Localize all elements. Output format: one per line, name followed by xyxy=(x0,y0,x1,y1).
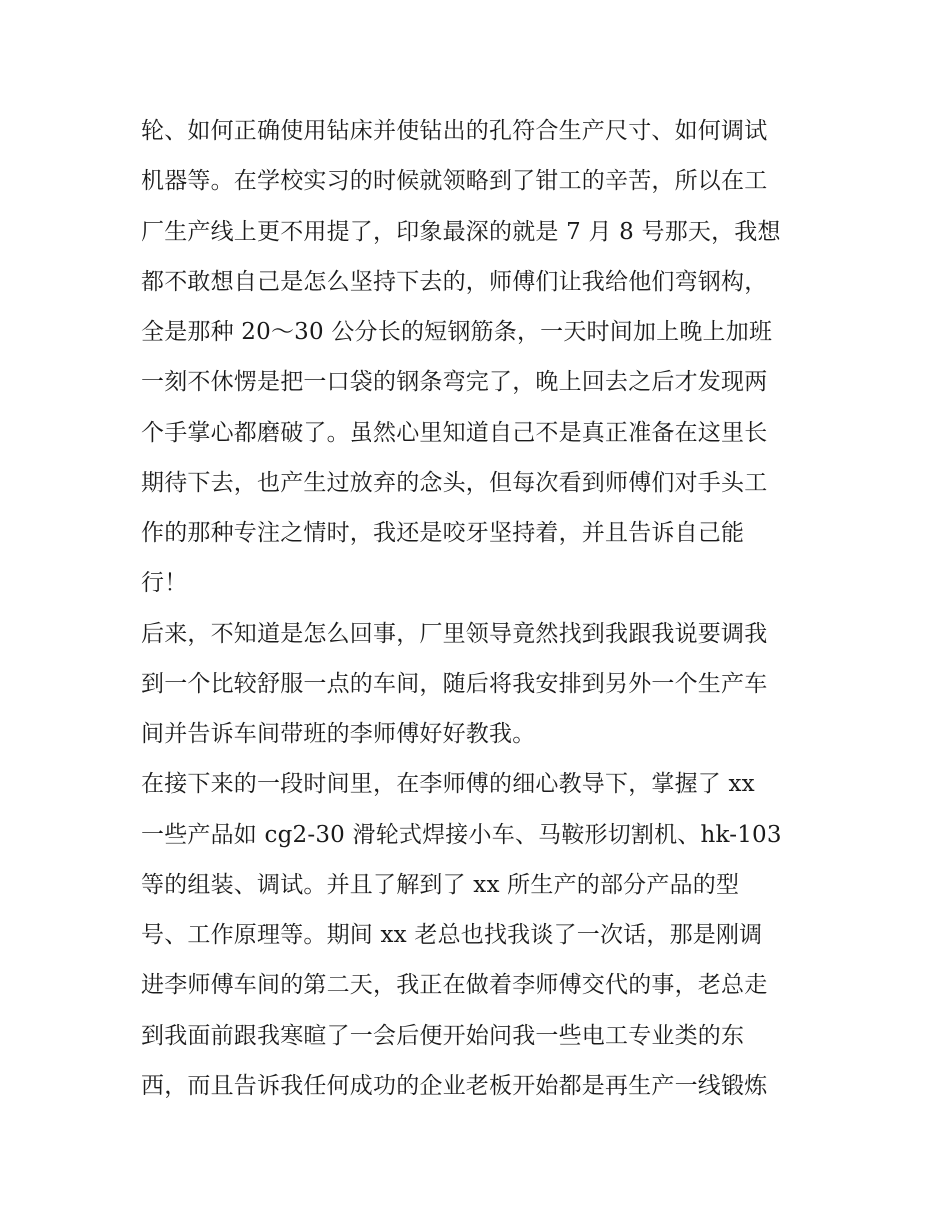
text-line-3: 厂生产线上更不用提了，印象最深的就是 7 月 8 号那天，我想 xyxy=(141,218,781,245)
text-line-8: 期待下去，也产生过放弃的念头，但每次看到师傅们对手头工 xyxy=(141,469,768,496)
text-line-6: 一刻不休愣是把一口袋的钢条弯完了，晚上回去之后才发现两 xyxy=(141,369,768,396)
text-line-14: 在接下来的一段时间里，在李师傅的细心教导下，掌握了 xx xyxy=(141,771,755,798)
text-line-12: 到一个比较舒服一点的车间，随后将我安排到另外一个生产车 xyxy=(141,670,768,697)
text-line-17: 号、工作原理等。期间 xx 老总也找我谈了一次话，那是刚调 xyxy=(141,922,763,948)
text-line-7: 个手掌心都磨破了。虽然心里知道自己不是真正准备在这里长 xyxy=(141,419,768,446)
text-line-11: 后来，不知道是怎么回事，厂里领导竟然找到我跟我说要调我 xyxy=(141,620,768,647)
text-line-10: 行！ xyxy=(141,570,188,597)
text-line-20: 西，而且告诉我任何成功的企业老板开始都是再生产一线锻炼 xyxy=(141,1072,768,1099)
text-line-13: 间并告诉车间带班的李师傅好好教我。 xyxy=(141,721,536,747)
text-line-4: 都不敢想自己是怎么坚持下去的，师傅们让我给他们弯钢构， xyxy=(141,268,768,295)
text-line-16: 等的组装、调试。并且了解到了 xx 所生产的部分产品的型 xyxy=(141,871,740,898)
text-line-5: 全是那种 20～30 公分长的短钢筋条，一天时间加上晚上加班 xyxy=(141,319,773,345)
text-line-1: 轮、如何正确使用钻床并使钻出的孔符合生产尺寸、如何调试 xyxy=(141,118,768,144)
text-line-2: 机器等。在学校实习的时候就领略到了钳工的辛苦，所以在工 xyxy=(141,168,768,195)
text-line-19: 到我面前跟我寒暄了一会后便开始问我一些电工专业类的东 xyxy=(141,1022,745,1049)
text-line-15: 一些产品如 cg2-30 滑轮式焊接小车、马鞍形切割机、hk-103 xyxy=(141,821,782,848)
body-text xyxy=(141,106,821,1111)
text-line-18: 进李师傅车间的第二天，我正在做着李师傅交代的事，老总走 xyxy=(141,972,768,999)
text-line-9: 作的那种专注之情时，我还是咬牙坚持着，并且告诉自己能 xyxy=(141,520,745,546)
